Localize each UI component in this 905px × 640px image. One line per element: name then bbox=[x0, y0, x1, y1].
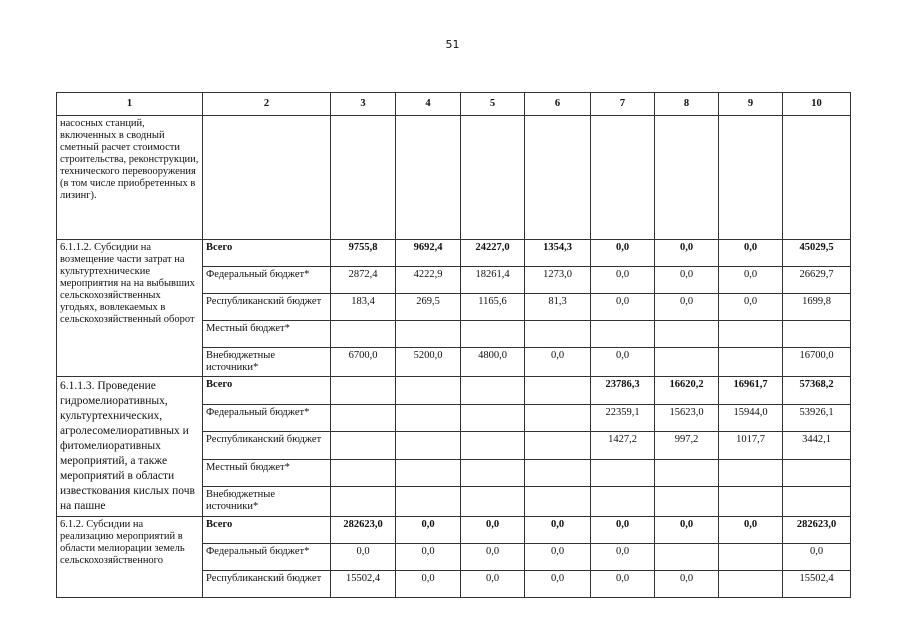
value-cell bbox=[525, 404, 591, 432]
value-cell: 0,0 bbox=[719, 294, 783, 321]
value-cell bbox=[331, 321, 396, 348]
value-cell: 0,0 bbox=[591, 571, 655, 598]
header-cell: 5 bbox=[461, 93, 525, 116]
value-cell bbox=[719, 544, 783, 571]
value-cell bbox=[396, 459, 461, 487]
value-cell: 15623,0 bbox=[655, 404, 719, 432]
value-cell bbox=[525, 487, 591, 517]
empty-cell bbox=[203, 116, 331, 240]
value-cell: 0,0 bbox=[655, 240, 719, 267]
table-row bbox=[57, 377, 851, 405]
value-cell bbox=[783, 459, 851, 487]
measure-description: насосных станций, включенных в сводный сметный расчет стоимости строительства, реконструкции, технического перевооружения (в том числе приобретенных в лизинг). bbox=[57, 116, 203, 240]
value-cell: 2872,4 bbox=[331, 267, 396, 294]
empty-cell bbox=[525, 116, 591, 240]
value-cell bbox=[396, 487, 461, 517]
value-cell bbox=[461, 432, 525, 460]
funding-source: Всего bbox=[203, 517, 331, 544]
header-cell: 9 bbox=[719, 93, 783, 116]
value-cell bbox=[525, 377, 591, 405]
value-cell bbox=[525, 459, 591, 487]
value-cell bbox=[331, 404, 396, 432]
value-cell bbox=[461, 377, 525, 405]
value-cell: 9692,4 bbox=[396, 240, 461, 267]
header-cell: 6 bbox=[525, 93, 591, 116]
value-cell: 0,0 bbox=[525, 544, 591, 571]
funding-source: Федеральный бюджет* bbox=[203, 544, 331, 571]
value-cell: 0,0 bbox=[719, 517, 783, 544]
value-cell bbox=[396, 321, 461, 348]
value-cell bbox=[719, 459, 783, 487]
empty-cell bbox=[719, 116, 783, 240]
value-cell bbox=[396, 404, 461, 432]
header-cell: 10 bbox=[783, 93, 851, 116]
budget-table bbox=[56, 92, 851, 598]
value-cell: 16961,7 bbox=[719, 377, 783, 405]
value-cell: 0,0 bbox=[591, 240, 655, 267]
empty-cell bbox=[461, 116, 525, 240]
value-cell bbox=[783, 487, 851, 517]
value-cell bbox=[396, 377, 461, 405]
header-cell: 2 bbox=[203, 93, 331, 116]
value-cell: 22359,1 bbox=[591, 404, 655, 432]
value-cell: 0,0 bbox=[525, 571, 591, 598]
value-cell: 57368,2 bbox=[783, 377, 851, 405]
header-row bbox=[57, 93, 851, 116]
value-cell: 0,0 bbox=[525, 348, 591, 377]
value-cell bbox=[655, 321, 719, 348]
page-number: 51 bbox=[445, 38, 460, 51]
value-cell: 1165,6 bbox=[461, 294, 525, 321]
value-cell: 0,0 bbox=[655, 267, 719, 294]
value-cell bbox=[591, 321, 655, 348]
value-cell bbox=[719, 487, 783, 517]
funding-source: Республиканский бюджет bbox=[203, 571, 331, 598]
empty-cell bbox=[591, 116, 655, 240]
value-cell: 23786,3 bbox=[591, 377, 655, 405]
value-cell bbox=[655, 459, 719, 487]
header-cell: 8 bbox=[655, 93, 719, 116]
value-cell: 0,0 bbox=[396, 544, 461, 571]
continued-row bbox=[57, 116, 851, 240]
funding-source: Республиканский бюджет bbox=[203, 294, 331, 321]
value-cell: 0,0 bbox=[655, 294, 719, 321]
value-cell bbox=[719, 571, 783, 598]
value-cell: 269,5 bbox=[396, 294, 461, 321]
table-row bbox=[57, 517, 851, 544]
value-cell: 0,0 bbox=[461, 517, 525, 544]
value-cell: 5200,0 bbox=[396, 348, 461, 377]
value-cell: 0,0 bbox=[461, 571, 525, 598]
value-cell bbox=[461, 487, 525, 517]
value-cell: 0,0 bbox=[525, 517, 591, 544]
value-cell: 0,0 bbox=[591, 348, 655, 377]
funding-source: Всего bbox=[203, 240, 331, 267]
value-cell: 183,4 bbox=[331, 294, 396, 321]
value-cell: 0,0 bbox=[719, 240, 783, 267]
value-cell: 282623,0 bbox=[783, 517, 851, 544]
value-cell bbox=[396, 432, 461, 460]
funding-source: Республиканский бюджет bbox=[203, 432, 331, 460]
value-cell bbox=[461, 459, 525, 487]
value-cell: 45029,5 bbox=[783, 240, 851, 267]
value-cell: 0,0 bbox=[331, 544, 396, 571]
value-cell: 3442,1 bbox=[783, 432, 851, 460]
value-cell: 0,0 bbox=[591, 517, 655, 544]
value-cell: 0,0 bbox=[655, 517, 719, 544]
value-cell: 0,0 bbox=[655, 571, 719, 598]
value-cell bbox=[461, 321, 525, 348]
value-cell: 9755,8 bbox=[331, 240, 396, 267]
value-cell: 15944,0 bbox=[719, 404, 783, 432]
value-cell bbox=[331, 377, 396, 405]
value-cell: 4800,0 bbox=[461, 348, 525, 377]
measure-description: 6.1.1.3. Проведение гидромелиоративных, культуртехнических, агролесомелиоративных и фитомелиоративных мероприятий, а также мероприятий в области известкования кислых почв на пашне bbox=[57, 377, 203, 517]
value-cell: 24227,0 bbox=[461, 240, 525, 267]
funding-source: Федеральный бюджет* bbox=[203, 404, 331, 432]
funding-source: Местный бюджет* bbox=[203, 321, 331, 348]
value-cell: 0,0 bbox=[396, 517, 461, 544]
value-cell: 15502,4 bbox=[783, 571, 851, 598]
header-cell: 1 bbox=[57, 93, 203, 116]
value-cell: 0,0 bbox=[783, 544, 851, 571]
header-cell: 7 bbox=[591, 93, 655, 116]
value-cell: 0,0 bbox=[591, 544, 655, 571]
value-cell: 6700,0 bbox=[331, 348, 396, 377]
value-cell: 1273,0 bbox=[525, 267, 591, 294]
funding-source: Внебюджетные источники* bbox=[203, 487, 331, 517]
value-cell bbox=[331, 432, 396, 460]
funding-source: Всего bbox=[203, 377, 331, 405]
value-cell: 0,0 bbox=[591, 294, 655, 321]
value-cell: 1017,7 bbox=[719, 432, 783, 460]
value-cell: 0,0 bbox=[591, 267, 655, 294]
value-cell: 26629,7 bbox=[783, 267, 851, 294]
value-cell: 1427,2 bbox=[591, 432, 655, 460]
value-cell bbox=[655, 487, 719, 517]
funding-source: Федеральный бюджет* bbox=[203, 267, 331, 294]
value-cell bbox=[331, 487, 396, 517]
empty-cell bbox=[396, 116, 461, 240]
empty-cell bbox=[655, 116, 719, 240]
value-cell bbox=[719, 348, 783, 377]
value-cell bbox=[783, 321, 851, 348]
value-cell: 15502,4 bbox=[331, 571, 396, 598]
value-cell bbox=[525, 321, 591, 348]
value-cell: 997,2 bbox=[655, 432, 719, 460]
table-row bbox=[57, 240, 851, 267]
value-cell: 81,3 bbox=[525, 294, 591, 321]
value-cell: 0,0 bbox=[719, 267, 783, 294]
header-cell: 4 bbox=[396, 93, 461, 116]
value-cell bbox=[591, 459, 655, 487]
value-cell bbox=[719, 321, 783, 348]
value-cell: 0,0 bbox=[461, 544, 525, 571]
measure-description: 6.1.1.2. Субсидии на возмещение части затрат на культуртехнические мероприятия на на выбывших сельскохозяйственных угодьях, вовлекаемых в сельскохозяйственный оборот bbox=[57, 240, 203, 377]
empty-cell bbox=[783, 116, 851, 240]
value-cell: 282623,0 bbox=[331, 517, 396, 544]
value-cell: 16620,2 bbox=[655, 377, 719, 405]
value-cell bbox=[525, 432, 591, 460]
funding-source: Местный бюджет* bbox=[203, 459, 331, 487]
value-cell: 18261,4 bbox=[461, 267, 525, 294]
value-cell: 4222,9 bbox=[396, 267, 461, 294]
value-cell bbox=[655, 544, 719, 571]
value-cell: 16700,0 bbox=[783, 348, 851, 377]
value-cell: 1354,3 bbox=[525, 240, 591, 267]
value-cell: 1699,8 bbox=[783, 294, 851, 321]
value-cell bbox=[461, 404, 525, 432]
value-cell: 53926,1 bbox=[783, 404, 851, 432]
header-cell: 3 bbox=[331, 93, 396, 116]
funding-source: Внебюджетные источники* bbox=[203, 348, 331, 377]
value-cell bbox=[331, 459, 396, 487]
value-cell bbox=[655, 348, 719, 377]
value-cell bbox=[591, 487, 655, 517]
empty-cell bbox=[331, 116, 396, 240]
measure-description: 6.1.2. Субсидии на реализацию мероприятий в области мелиорации земель сельскохозяйственного bbox=[57, 517, 203, 598]
value-cell: 0,0 bbox=[396, 571, 461, 598]
